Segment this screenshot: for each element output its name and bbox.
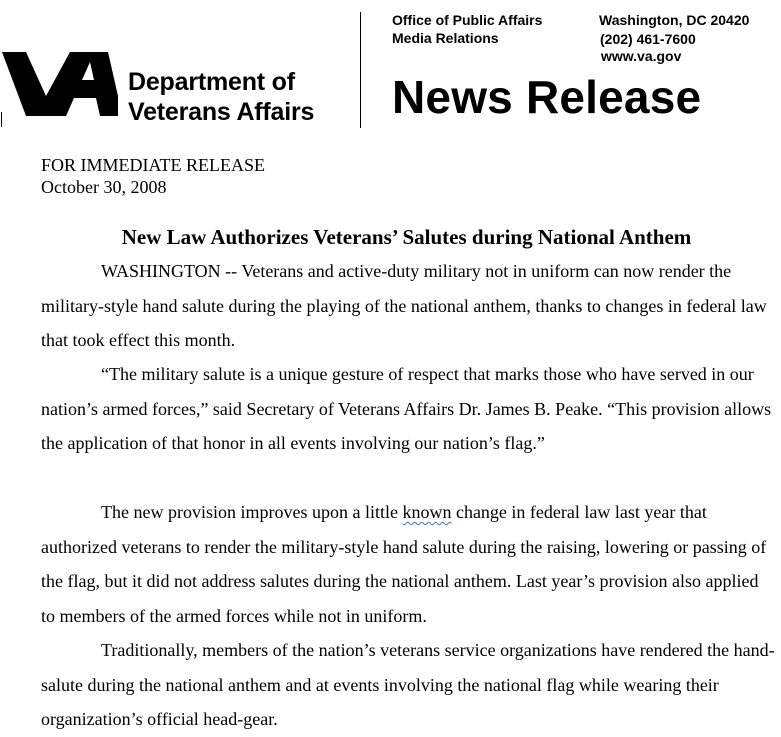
release-date: October 30, 2008: [41, 177, 167, 197]
letterhead-divider: [360, 12, 361, 128]
office-phone: (202) 461-7600: [600, 31, 696, 47]
body-paragraph-4: Traditionally, members of the nation’s veterans service organizations have rendered the hand-salute during the national anthem and at events involving the national flag while wearing their organization’s official head-gear.: [41, 640, 775, 729]
department-name-line2: Veterans Affairs: [128, 98, 315, 126]
office-website: www.va.gov: [601, 48, 682, 64]
release-status: FOR IMMEDIATE RELEASE: [41, 155, 265, 175]
body-paragraph-3: [41, 495, 776, 633]
va-logo-icon: [2, 50, 118, 118]
paragraph-3-text-start: The new provision improves upon a little: [101, 502, 403, 522]
paragraph-3-text-end: change in federal law last year that authorized veterans to render the military-style hand salute during the raising, lowering or passing of the flag, but it did not address salutes during the national anthem. Last year’s provision also applied to members of the armed forces while not in uniform.: [41, 502, 767, 626]
division-name: Media Relations: [392, 30, 499, 46]
office-address: Washington, DC 20420: [599, 12, 750, 28]
body-paragraph-1: WASHINGTON -- Veterans and active-duty military not in uniform can now render the military-style hand salute during the playing of the national anthem, thanks to changes in federal law that took effect this month.: [41, 261, 767, 350]
body-paragraph-2: “The military salute is a unique gesture of respect that marks those who have served in our nation’s armed forces,” said Secretary of Veterans Affairs Dr. James B. Peake. “This provision allows the application of that honor in all events involving our nation’s flag.”: [41, 364, 772, 453]
news-release-banner: News Release: [392, 71, 702, 123]
headline: New Law Authorizes Veterans’ Salutes during National Anthem: [121, 225, 692, 249]
office-name: Office of Public Affairs: [392, 12, 543, 28]
spellcheck-flagged-word[interactable]: known: [402, 502, 452, 522]
text-cursor: [1, 112, 2, 127]
department-name-line1: Department of: [128, 68, 295, 96]
